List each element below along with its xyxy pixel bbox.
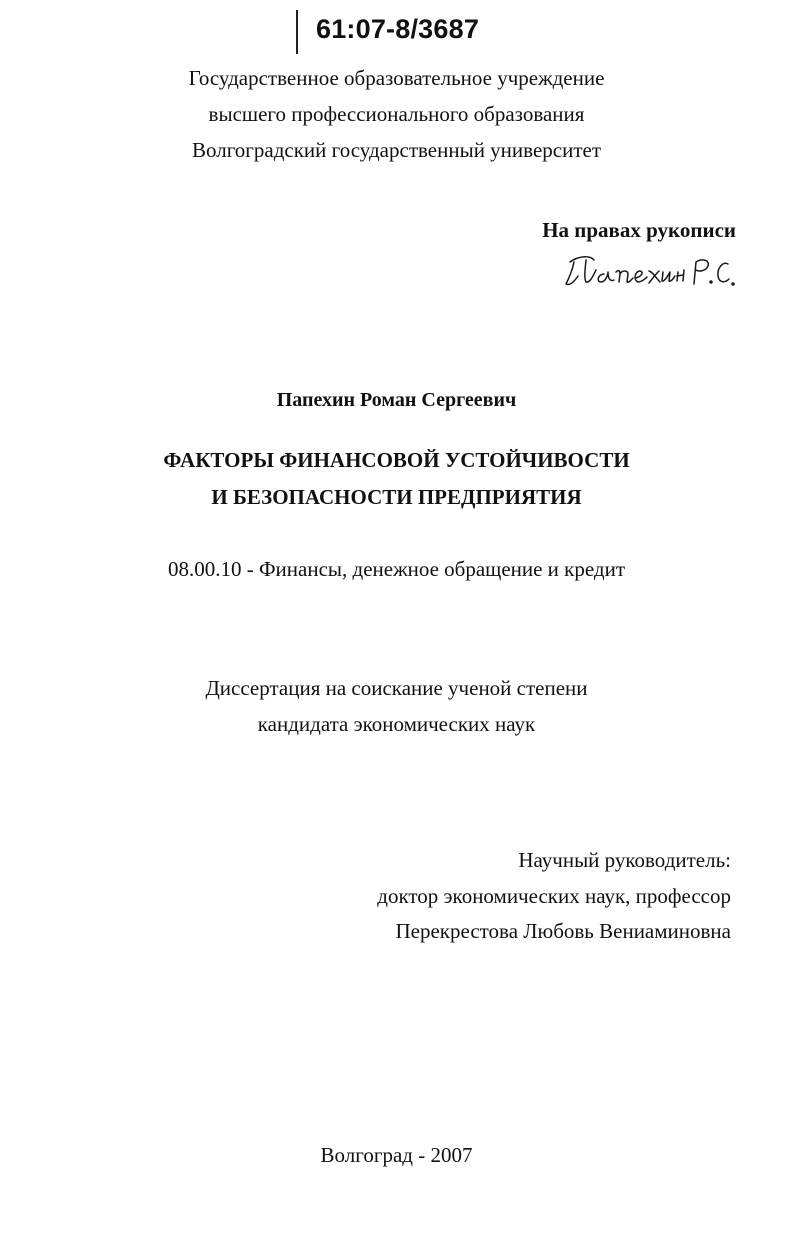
author-name: Папехин Роман Сергеевич [276, 389, 517, 411]
supervisor-rank: доктор экономических наук, профессор [377, 884, 731, 908]
institution-line-1: Государственное образовательное учреждение [188, 66, 605, 90]
specialty-code: 08.00.10 - Финансы, денежное обращение и кредит [167, 557, 626, 581]
institution-line-3: Волгоградский государственный университет [191, 138, 602, 162]
institution-line-2: высшего профессионального образования [208, 102, 585, 126]
manuscript-rights-label: На правах рукописи [542, 218, 736, 242]
library-stamp-code: 61:07-8/3687 [316, 14, 480, 44]
degree-line-2: кандидата экономических наук [257, 712, 536, 736]
city-and-year: Волгоград - 2007 [320, 1143, 473, 1167]
degree-line-1: Диссертация на соискание ученой степени [205, 676, 588, 700]
dissertation-title-line-2: И БЕЗОПАСНОСТИ ПРЕДПРИЯТИЯ [211, 485, 582, 509]
handwritten-signature [560, 246, 740, 292]
dissertation-title-line-1: ФАКТОРЫ ФИНАНСОВОЙ УСТОЙЧИВОСТИ [163, 448, 630, 472]
stamp-divider-line [296, 10, 298, 54]
supervisor-name: Перекрестова Любовь Вениаминовна [395, 919, 731, 943]
supervisor-label: Научный руководитель: [518, 848, 731, 872]
